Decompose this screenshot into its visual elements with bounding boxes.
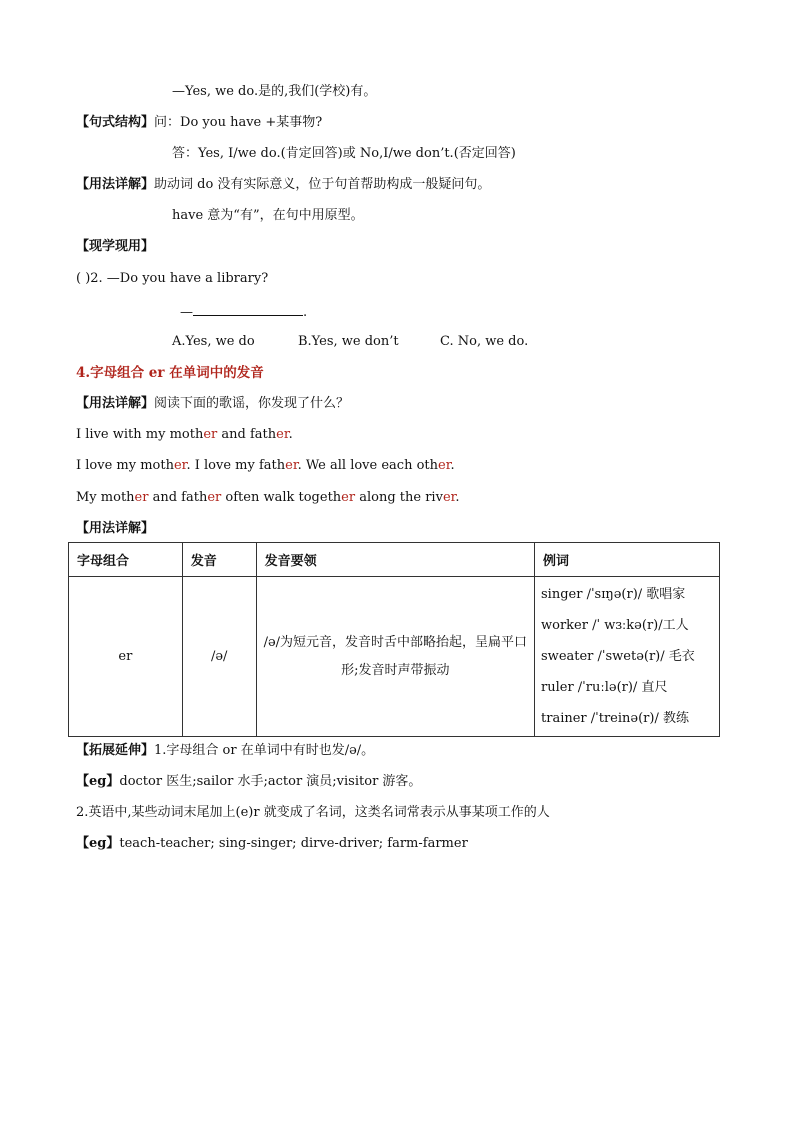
header-combo: 字母组合: [69, 543, 183, 577]
structure-row: [76, 114, 322, 132]
rhyme-seg: . I love my fath: [186, 458, 286, 473]
section-4-heading: 4.字母组合 er 在单词中的发音: [76, 365, 264, 381]
cell-combo: er: [69, 577, 183, 737]
detail-label: 【用法详解】: [76, 521, 155, 536]
rhyme-line-2: [76, 457, 455, 475]
header-examples: 例词: [535, 543, 720, 577]
option-b: B.Yes, we don’t: [298, 334, 399, 349]
structure-label: 【句式结构】: [76, 115, 155, 130]
table-row: [69, 577, 720, 737]
rhyme-er-highlight: er: [341, 490, 356, 505]
answer-line: —Yes, we do.是的,我们(学校)有。: [172, 84, 377, 99]
eg-text-2: teach-teacher; sing-singer; dirve-driver; farm-farmer: [119, 836, 468, 851]
rhyme-seg: along the riv: [355, 490, 443, 505]
rhyme-er-highlight: er: [438, 458, 451, 473]
cell-tips: /ə/为短元音，发音时舌中部略抬起，呈扁平口形;发音时声带振动: [256, 577, 534, 737]
usage-row: [76, 176, 490, 194]
example-word: singer /ˈsɪŋə(r)/ 歌唱家: [541, 587, 686, 602]
example-word: trainer /ˈtreinə(r)/ 教练: [541, 711, 689, 726]
rhyme-seg: .: [450, 458, 455, 473]
rhyme-er-highlight: er: [134, 490, 149, 505]
header-tips: 发音要领: [256, 543, 534, 577]
example-word: worker /ˈ wɜːkə(r)/工人: [541, 618, 689, 633]
structure-question: 问：Do you have +某事物?: [154, 115, 323, 130]
rhyme-seg: . We all love each oth: [297, 458, 439, 473]
extension-text-2: 2.英语中,某些动词末尾加上(e)r 就变成了名词，这类名词常表示从事某项工作的人: [76, 805, 550, 820]
rhyme-line-1: [76, 426, 293, 444]
rhyme-seg: My moth: [76, 490, 135, 505]
rhyme-seg: and fath: [217, 427, 277, 442]
rhyme-seg: .: [288, 427, 293, 442]
extension-row: [76, 742, 374, 760]
eg-row-1: [76, 773, 421, 791]
usage-text-1: 助动词 do 没有实际意义，位于句首帮助构成一般疑问句。: [154, 177, 491, 192]
cell-examples: [535, 577, 720, 737]
section-4-usage-label: 【用法详解】: [76, 396, 155, 411]
eg-label: 【eg】: [76, 774, 120, 789]
rhyme-seg: often walk togeth: [221, 490, 342, 505]
rhyme-er-highlight: er: [276, 427, 289, 442]
rhyme-seg: and fath: [148, 490, 208, 505]
rhyme-er-highlight: er: [173, 458, 187, 473]
rhyme-er-highlight: er: [207, 490, 222, 505]
question-stem: ( )2. —Do you have a library?: [76, 271, 269, 286]
eg-text-1: doctor 医生;sailor 水手;actor 演员;visitor 游客。: [119, 774, 422, 789]
rhyme-er-highlight: er: [442, 490, 456, 505]
blank-period: .: [303, 305, 308, 320]
eg-row-2: [76, 835, 468, 853]
option-a: A.Yes, we do: [172, 334, 255, 349]
blank-dash: —: [180, 305, 193, 320]
section-4-usage: [76, 395, 349, 413]
rhyme-er-highlight: er: [203, 427, 218, 442]
structure-answer: 答：Yes, I/we do.(肯定回答)或 No,I/we don’t.(否定回答): [172, 146, 516, 161]
example-word: ruler /ˈruːlə(r)/ 直尺: [541, 680, 668, 695]
pronunciation-table: [68, 542, 720, 737]
rhyme-seg: .: [455, 490, 460, 505]
answer-blank[interactable]: [193, 302, 303, 316]
rhyme-line-3: [76, 489, 460, 507]
example-word: sweater /ˈswetə(r)/ 毛衣: [541, 649, 695, 664]
usage-text-2: have 意为“有”，在句中用原型。: [172, 208, 364, 223]
answer-blank-row: [180, 302, 307, 322]
rhyme-seg: I love my moth: [76, 458, 174, 473]
option-c: C. No, we do.: [440, 334, 529, 349]
usage-label: 【用法详解】: [76, 177, 155, 192]
eg-label: 【eg】: [76, 836, 120, 851]
rhyme-er-highlight: er: [285, 458, 298, 473]
table-header-row: [69, 543, 720, 577]
header-sound: 发音: [182, 543, 256, 577]
extension-label: 【拓展延伸】: [76, 743, 155, 758]
cell-sound: /ə/: [182, 577, 256, 737]
section-4-usage-text: 阅读下面的歌谣，你发现了什么？: [154, 396, 350, 411]
extension-text-1: 1.字母组合 or 在单词中有时也发/ə/。: [154, 743, 375, 758]
rhyme-seg: I live with my moth: [76, 427, 204, 442]
practice-label: 【现学现用】: [76, 239, 155, 254]
